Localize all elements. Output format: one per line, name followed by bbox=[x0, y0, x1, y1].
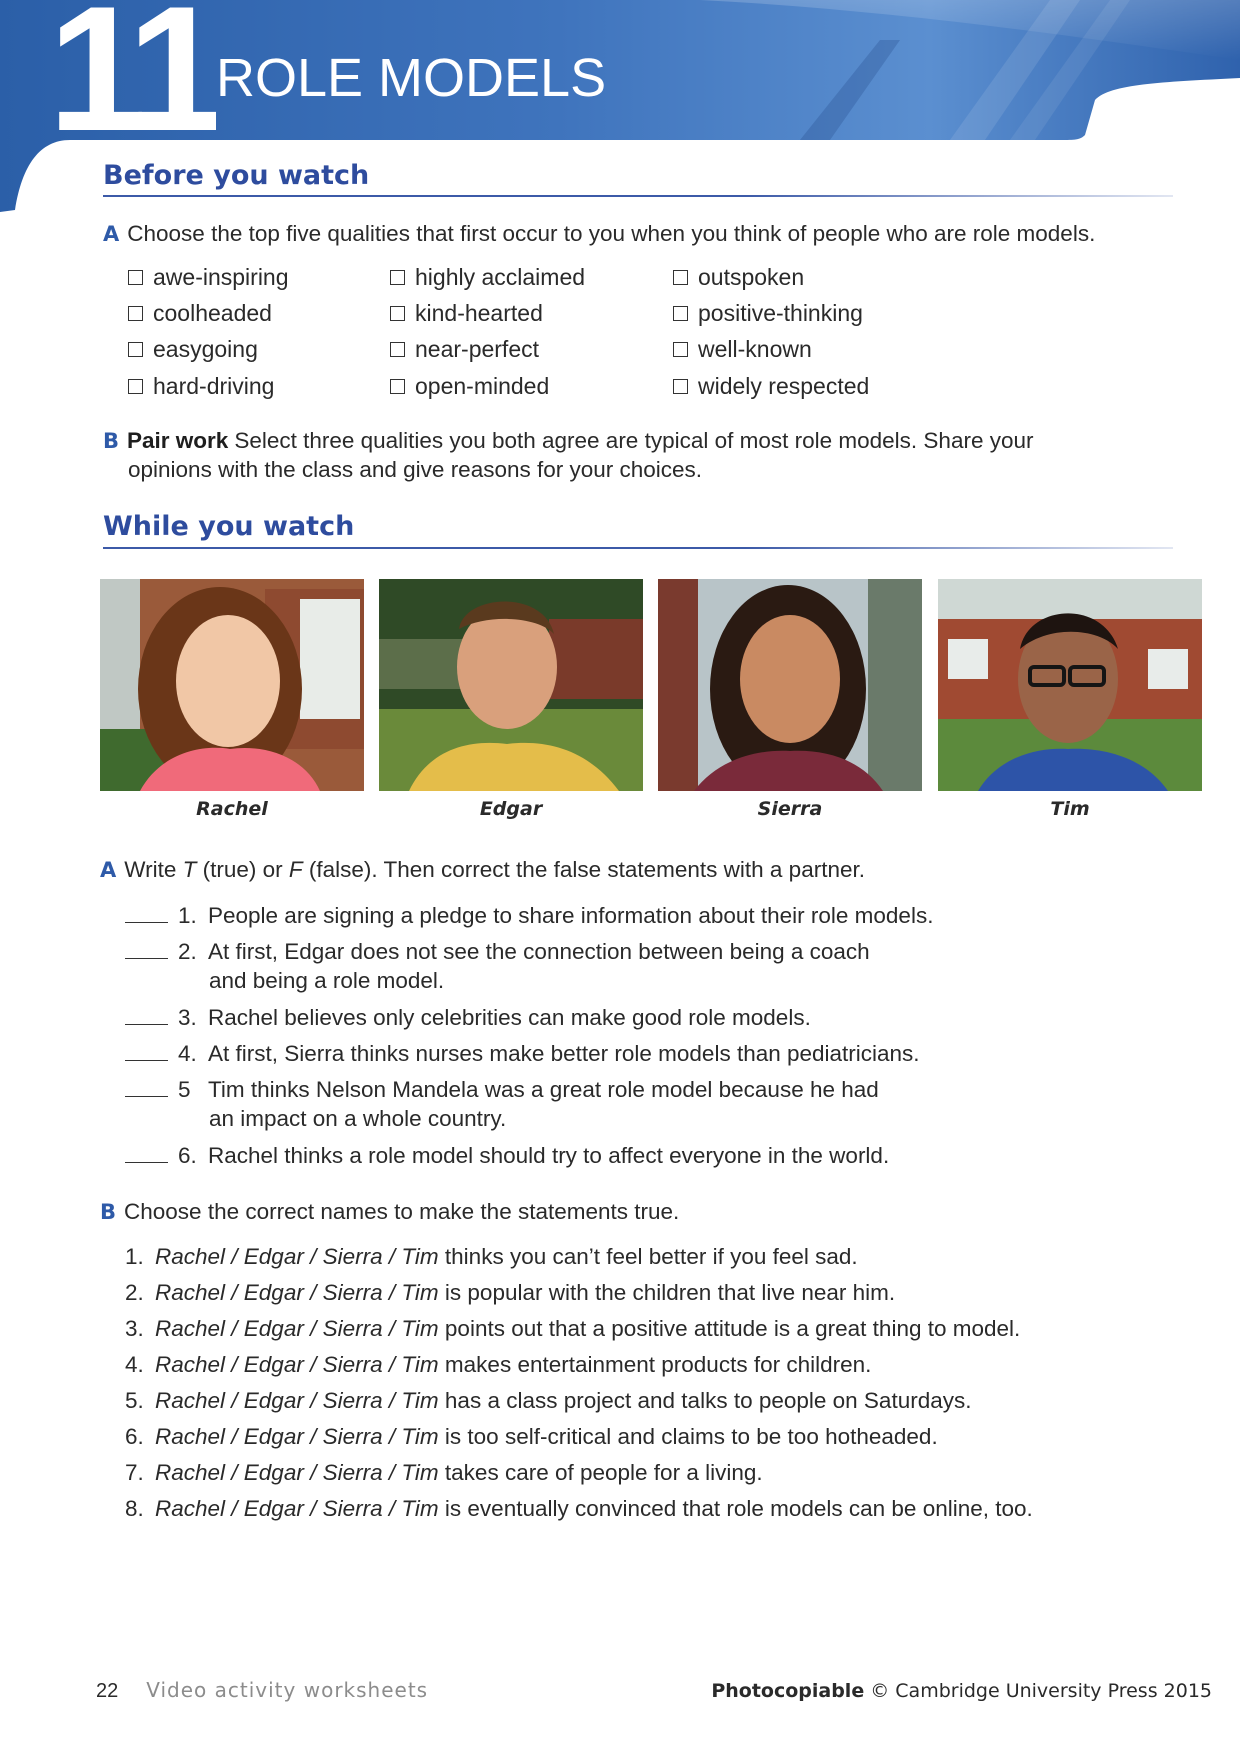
quality-option[interactable] bbox=[673, 259, 869, 295]
quality-option[interactable] bbox=[673, 295, 869, 331]
item-number: 1. bbox=[125, 1244, 144, 1269]
item-text: is eventually convinced that role models can be online, too. bbox=[444, 1496, 1033, 1521]
name-choice-item bbox=[125, 1494, 1033, 1524]
name-choices[interactable]: Rachel / Edgar / Sierra / Tim bbox=[155, 1280, 439, 1305]
section-rule bbox=[103, 195, 1173, 197]
name-choices[interactable]: Rachel / Edgar / Sierra / Tim bbox=[155, 1388, 439, 1413]
item-text: thinks you can’t feel better if you feel sad. bbox=[444, 1244, 858, 1269]
quality-option[interactable] bbox=[673, 332, 869, 368]
quality-label: well-known bbox=[698, 336, 812, 363]
statement-text: People are signing a pledge to share information about their role models. bbox=[208, 903, 934, 928]
answer-blank[interactable] bbox=[125, 921, 168, 923]
name-choice-item bbox=[125, 1422, 938, 1452]
before-you-watch-heading: Before you watch bbox=[103, 160, 370, 191]
statement-item bbox=[125, 1075, 879, 1133]
checkbox[interactable] bbox=[390, 306, 405, 321]
quality-label: positive-thinking bbox=[698, 299, 863, 326]
checkbox[interactable] bbox=[390, 270, 405, 285]
checkbox[interactable] bbox=[128, 270, 143, 285]
statement-text: Tim thinks Nelson Mandela was a great role model because he had bbox=[208, 1077, 879, 1102]
caption-tim: Tim bbox=[1050, 798, 1090, 820]
instruction-text: Select three qualities you both agree are typical of most role models. Share your bbox=[234, 428, 1034, 453]
quality-option[interactable] bbox=[673, 368, 869, 404]
quality-option[interactable] bbox=[390, 332, 585, 368]
item-text: is popular with the children that live near him. bbox=[444, 1280, 896, 1305]
instruction-text: (false). Then correct the false statements with a partner. bbox=[302, 857, 865, 882]
while-a-instruction bbox=[100, 855, 865, 885]
quality-label: coolheaded bbox=[153, 299, 272, 326]
checkbox[interactable] bbox=[390, 379, 405, 394]
name-choices[interactable]: Rachel / Edgar / Sierra / Tim bbox=[155, 1496, 439, 1521]
photo-edgar bbox=[379, 579, 643, 791]
quality-label: outspoken bbox=[698, 263, 805, 290]
instruction-text: (true) or bbox=[196, 857, 289, 882]
checkbox[interactable] bbox=[128, 306, 143, 321]
statement-item bbox=[125, 1039, 920, 1068]
before-b-instruction bbox=[103, 426, 1034, 456]
quality-label: kind-hearted bbox=[415, 299, 543, 326]
checkbox[interactable] bbox=[128, 379, 143, 394]
item-number: 4. bbox=[125, 1352, 144, 1377]
quality-option[interactable] bbox=[128, 295, 289, 331]
answer-blank[interactable] bbox=[125, 1161, 168, 1163]
exercise-letter: A bbox=[100, 858, 117, 882]
answer-blank[interactable] bbox=[125, 1059, 168, 1061]
answer-blank[interactable] bbox=[125, 1095, 168, 1097]
checkbox[interactable] bbox=[673, 379, 688, 394]
caption-rachel: Rachel bbox=[196, 798, 268, 820]
statement-text: an impact on a whole country. bbox=[209, 1106, 507, 1131]
answer-blank[interactable] bbox=[125, 957, 168, 959]
quality-label: widely respected bbox=[698, 372, 870, 399]
exercise-letter: A bbox=[103, 222, 120, 246]
name-choice-item bbox=[125, 1242, 858, 1272]
instruction-text: Write bbox=[124, 857, 183, 882]
quality-label: highly acclaimed bbox=[415, 263, 586, 290]
statement-number: 1. bbox=[178, 903, 197, 928]
quality-label: open-minded bbox=[415, 372, 550, 399]
item-number: 5. bbox=[125, 1388, 144, 1413]
statement-number: 5 bbox=[178, 1077, 191, 1102]
item-number: 6. bbox=[125, 1424, 144, 1449]
statement-text: and being a role model. bbox=[209, 968, 445, 993]
while-you-watch-heading: While you watch bbox=[103, 511, 355, 542]
unit-number: 11 bbox=[48, 0, 217, 144]
name-choices[interactable]: Rachel / Edgar / Sierra / Tim bbox=[155, 1424, 439, 1449]
item-number: 7. bbox=[125, 1460, 144, 1485]
quality-label: near-perfect bbox=[415, 336, 540, 363]
name-choices[interactable]: Rachel / Edgar / Sierra / Tim bbox=[155, 1460, 439, 1485]
caption-sierra: Sierra bbox=[757, 798, 823, 820]
before-a-instruction bbox=[103, 219, 1095, 249]
photocopiable-label: Photocopiable bbox=[711, 1680, 865, 1702]
quality-label: easygoing bbox=[153, 336, 258, 363]
quality-option[interactable] bbox=[390, 295, 585, 331]
statement-item bbox=[125, 1141, 889, 1170]
while-b-instruction bbox=[100, 1197, 679, 1227]
statement-text: At first, Sierra thinks nurses make better role models than pediatricians. bbox=[208, 1041, 920, 1066]
item-text: is too self-critical and claims to be too hotheaded. bbox=[444, 1424, 938, 1449]
name-choice-item bbox=[125, 1386, 972, 1416]
footer-label: Video activity worksheets bbox=[146, 1678, 429, 1702]
name-choice-item bbox=[125, 1278, 895, 1308]
qualities-column-1 bbox=[128, 259, 289, 404]
photo-rachel bbox=[100, 579, 364, 791]
footer-left bbox=[96, 1678, 428, 1703]
checkbox[interactable] bbox=[673, 342, 688, 357]
instruction-text: T bbox=[182, 857, 197, 882]
item-number: 3. bbox=[125, 1316, 144, 1341]
qualities-column-3 bbox=[673, 259, 869, 404]
statement-item bbox=[125, 901, 933, 930]
item-text: points out that a positive attitude is a great thing to model. bbox=[444, 1316, 1021, 1341]
instruction-text: Choose the top five qualities that first occur to you when you think of people who are role models. bbox=[127, 221, 1096, 246]
exercise-letter: B bbox=[100, 1200, 117, 1224]
statement-text: Rachel believes only celebrities can make good role models. bbox=[208, 1005, 811, 1030]
page-number: 22 bbox=[96, 1680, 119, 1702]
quality-option[interactable] bbox=[128, 368, 289, 404]
footer-copyright bbox=[711, 1680, 1212, 1702]
copyright-text: © Cambridge University Press 2015 bbox=[870, 1680, 1212, 1702]
name-choice-item bbox=[125, 1314, 1020, 1344]
name-choices[interactable]: Rachel / Edgar / Sierra / Tim bbox=[155, 1352, 439, 1377]
quality-option[interactable] bbox=[128, 332, 289, 368]
item-text: makes entertainment products for children. bbox=[444, 1352, 872, 1377]
section-rule bbox=[103, 547, 1173, 549]
statement-text: Rachel thinks a role model should try to affect everyone in the world. bbox=[208, 1143, 890, 1168]
name-choices[interactable]: Rachel / Edgar / Sierra / Tim bbox=[155, 1316, 439, 1341]
statement-number: 3. bbox=[178, 1005, 197, 1030]
quality-label: awe-inspiring bbox=[153, 263, 289, 290]
checkbox[interactable] bbox=[390, 342, 405, 357]
checkbox[interactable] bbox=[673, 270, 688, 285]
item-number: 8. bbox=[125, 1496, 144, 1521]
exercise-letter: B bbox=[103, 429, 120, 453]
statement-number: 6. bbox=[178, 1143, 197, 1168]
quality-option[interactable] bbox=[390, 259, 585, 295]
statement-number: 2. bbox=[178, 939, 197, 964]
item-number: 2. bbox=[125, 1280, 144, 1305]
name-choice-item bbox=[125, 1458, 763, 1488]
statement-item bbox=[125, 937, 870, 995]
photo-sierra bbox=[658, 579, 922, 791]
name-choice-item bbox=[125, 1350, 871, 1380]
pair-work-label: Pair work bbox=[127, 428, 229, 453]
caption-edgar: Edgar bbox=[479, 798, 543, 820]
instruction-text: F bbox=[288, 857, 303, 882]
statement-number: 4. bbox=[178, 1041, 197, 1066]
statement-text: At first, Edgar does not see the connection between being a coach bbox=[208, 939, 870, 964]
checkbox[interactable] bbox=[128, 342, 143, 357]
quality-option[interactable] bbox=[128, 259, 289, 295]
instruction-text: Choose the correct names to make the statements true. bbox=[124, 1199, 680, 1224]
unit-title: ROLE MODELS bbox=[216, 48, 607, 108]
item-text: has a class project and talks to people on Saturdays. bbox=[444, 1388, 972, 1413]
quality-label: hard-driving bbox=[153, 372, 275, 399]
item-text: takes care of people for a living. bbox=[444, 1460, 763, 1485]
qualities-column-2 bbox=[390, 259, 585, 404]
checkbox[interactable] bbox=[673, 306, 688, 321]
before-b-instruction-line2: opinions with the class and give reasons for your choices. bbox=[128, 457, 703, 482]
name-choices[interactable]: Rachel / Edgar / Sierra / Tim bbox=[155, 1244, 439, 1269]
quality-option[interactable] bbox=[390, 368, 585, 404]
statement-item bbox=[125, 1003, 811, 1032]
photo-tim bbox=[938, 579, 1202, 791]
answer-blank[interactable] bbox=[125, 1023, 168, 1025]
